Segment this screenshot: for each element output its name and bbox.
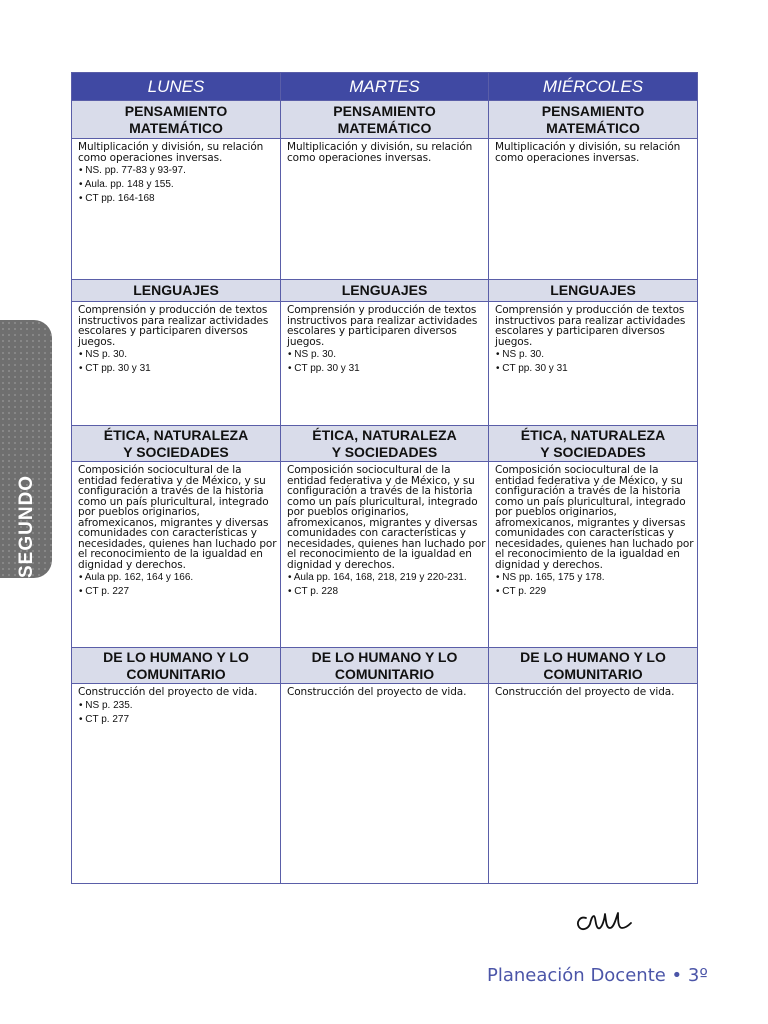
subject-title-line1: ÉTICA, NATURALEZA [312, 426, 457, 443]
content-cell [281, 684, 489, 884]
content-cell [72, 684, 281, 884]
content-cell [489, 139, 698, 280]
subject-title-line2: COMUNITARIO [543, 665, 643, 682]
topic-description: Construcción del proyecto de vida. [495, 686, 675, 698]
reference-item: • NS p. 30. [78, 348, 280, 361]
content-cell [281, 302, 489, 426]
subject-title-line1: ÉTICA, NATURALEZA [103, 426, 249, 443]
topic-description: Comprensión y producción de textos instructivos para realizar actividades escolares y participaren diversos juegos. [495, 304, 686, 348]
topic-description: Composición sociocultural de la entidad federativa y de México, y su configuración a través de la historia como un país pluricultural, integrado por pueblos originarios, afromexicanos, migrantes y diversas comunidades con características y necesidades, quienes han luchado por el reconocimiento de la igualdad en dignidad y derechos. [78, 464, 277, 571]
reference-item: • NS p. 235. [78, 699, 280, 712]
reference-item: • NS p. 30. [495, 348, 697, 361]
content-row [72, 139, 698, 280]
subject-header [281, 426, 489, 462]
topic-description: Multiplicación y división, su relación como operaciones inversas. [495, 141, 681, 164]
reference-item: • CT p. 227 [78, 585, 280, 598]
weekly-schedule-table [71, 72, 698, 884]
subject-title-line2: MATEMÁTICO [129, 119, 223, 136]
reference-item: • CT pp. 30 y 31 [495, 362, 697, 375]
reference-item: • CT p. 229 [495, 585, 697, 598]
reference-item: • CT pp. 164-168 [78, 192, 280, 205]
content-cell [281, 139, 489, 280]
subject-header [489, 280, 698, 302]
side-tab-label: SEGUNDO [16, 474, 37, 578]
topic-description: Multiplicación y división, su relación como operaciones inversas. [287, 141, 473, 164]
topic-description: Composición sociocultural de la entidad federativa y de México, y su configuración a través de la historia como un país pluricultural, integrado por pueblos originarios, afromexicanos, migrantes y diversas comunidades con características y necesidades, quienes han luchado por el reconocimiento de la igualdad en dignidad y derechos. [495, 464, 694, 571]
subject-row [72, 280, 698, 302]
subject-title-line1: PENSAMIENTO [541, 102, 645, 119]
subject-title-line1: ÉTICA, NATURALEZA [520, 426, 666, 443]
reference-item: • NS. pp. 77-83 y 93-97. [78, 164, 280, 177]
subject-title-line2: Y SOCIEDADES [331, 443, 438, 460]
reference-item: • NS p. 30. [287, 348, 488, 361]
reference-item: • Aula pp. 164, 168, 218, 219 y 220-231. [287, 571, 488, 584]
subject-header [281, 101, 489, 139]
reference-item: • Aula. pp. 148 y 155. [78, 178, 280, 191]
reference-item: • NS pp. 165, 175 y 178. [495, 571, 697, 584]
reference-item: • CT pp. 30 y 31 [78, 362, 280, 375]
day-header-martes: MARTES [281, 73, 489, 101]
subject-title-line2: COMUNITARIO [126, 665, 226, 682]
subject-title-line2: Y SOCIEDADES [540, 443, 646, 460]
subject-title-line1: DE LO HUMANO Y LO [520, 648, 666, 665]
subject-header [489, 426, 698, 462]
subject-title-line1: DE LO HUMANO Y LO [311, 648, 458, 665]
topic-description: Construcción del proyecto de vida. [78, 686, 258, 698]
subject-row [72, 648, 698, 684]
subject-title-line1: PENSAMIENTO [333, 102, 436, 119]
reference-item: • CT p. 228 [287, 585, 488, 598]
content-row [72, 684, 698, 884]
subject-header [281, 648, 489, 684]
topic-description: Construcción del proyecto de vida. [287, 686, 467, 698]
subject-title-line1: LENGUAJES [550, 282, 636, 298]
subject-row [72, 101, 698, 139]
subject-title-line2: MATEMÁTICO [337, 119, 432, 136]
content-cell [489, 462, 698, 648]
content-row [72, 302, 698, 426]
subject-header [489, 648, 698, 684]
subject-title-line2: Y SOCIEDADES [123, 443, 229, 460]
content-cell [72, 139, 281, 280]
reference-item: • CT pp. 30 y 31 [287, 362, 488, 375]
subject-title-line1: PENSAMIENTO [124, 102, 228, 119]
subject-header [281, 280, 489, 302]
content-cell [489, 684, 698, 884]
topic-description: Composición sociocultural de la entidad federativa y de México, y su configuración a través de la historia como un país pluricultural, integrado por pueblos originarios, afromexicanos, migrantes y diversas comunidades con características y necesidades, quienes han luchado por el reconocimiento de la igualdad en dignidad y derechos. [287, 464, 486, 571]
subject-title-line2: COMUNITARIO [334, 665, 435, 682]
reference-item: • CT p. 277 [78, 713, 280, 726]
content-row [72, 462, 698, 648]
topic-description: Comprensión y producción de textos instructivos para realizar actividades escolares y participaren diversos juegos. [287, 304, 478, 348]
day-header-row [72, 73, 698, 101]
content-cell [72, 462, 281, 648]
subject-header [489, 101, 698, 139]
subject-title-line1: DE LO HUMANO Y LO [103, 648, 249, 665]
page-footer: Planeación Docente • 3º [487, 965, 708, 983]
subject-header [72, 101, 281, 139]
topic-description: Comprensión y producción de textos instructivos para realizar actividades escolares y participaren diversos juegos. [78, 304, 269, 348]
signature-mark [574, 908, 634, 934]
content-cell [72, 302, 281, 426]
subject-title-line2: MATEMÁTICO [546, 119, 640, 136]
day-header-lunes: LUNES [72, 73, 281, 101]
content-cell [489, 302, 698, 426]
topic-description: Multiplicación y división, su relación como operaciones inversas. [78, 141, 264, 164]
subject-header [72, 426, 281, 462]
subject-title-line1: LENGUAJES [133, 282, 219, 298]
day-header-miercoles: MIÉRCOLES [489, 73, 698, 101]
subject-header [72, 280, 281, 302]
subject-title-line1: LENGUAJES [341, 282, 428, 298]
subject-row [72, 426, 698, 462]
subject-header [72, 648, 281, 684]
content-cell [281, 462, 489, 648]
reference-item: • Aula pp. 162, 164 y 166. [78, 571, 280, 584]
